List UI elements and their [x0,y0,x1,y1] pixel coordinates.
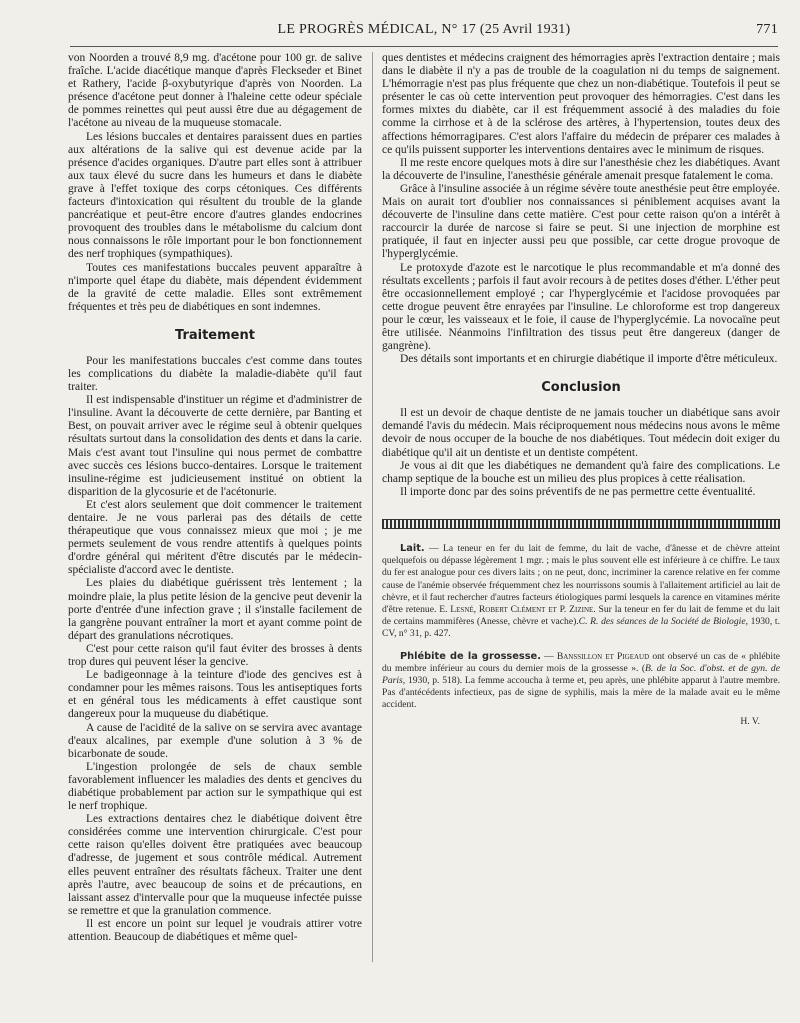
paragraph: ques dentistes et médecins craignent des hémorragies après l'extraction dentaire ; mais dans le diabète il n'y a pas de trouble de la coagulation ni du temps de saignement. L'hémorragie n'est pas plus fréquente que chez un non-diabétique. Toutefois il peut se présenter le cas où cette intervention peut provoquer des hémorragies. C'est dans les formes mixtes du diabète, car il est fréquemment associé à des maladies du foie comme la cirrhose et à de la sclérose des artères, à l'hypertension, toutes deux des affections hémorragipares. C'est alors l'affaire du médecin de préparer ces malades à ce qu'ils puissent supporter les interventions dentaires avec le minimum de risques. [382,52,780,156]
abstract-text: 1930, t. CV, n° 31, p. 427. [382,616,780,640]
column-divider [372,52,373,962]
running-head [70,22,778,44]
abstract-text: 1930, p. 518). La femme accoucha à terme et, peu après, une phlébite apparut à l'autre membre. Pas d'antécédents infectieux, pas de signe de syphilis, mais la mère de la malade avait eu le même accident. [382,674,780,711]
paragraph: L'ingestion prolongée de sels de chaux semble favorablement influencer les maladies des dents et gencives du diabétique probablement par action sur le sympathique qui est le nerf trophique. [68,760,362,813]
abstract-authors: Banssillon et Pigeaud [556,650,650,662]
abstract-phlebite [382,651,780,712]
spacer [382,641,780,651]
paragraph: Les plaies du diabétique guérissent très lentement ; la moindre plaie, la plus petite lésion de la gencive peut devenir la porte d'entrée d'une infection grave ; il s'installe facilement de la gangrène pouvant entraîner la mort et ayant comme point de départ des granulations nécrotiques. [68,577,362,642]
paragraph: C'est pour cette raison qu'il faut éviter des brosses à dents trop dures qui peuvent léser la gencive. [68,642,362,669]
header-rule [70,46,778,47]
ornamental-divider [382,519,780,529]
paragraph: Les extractions dentaires chez le diabétique doivent être considérées comme une intervention chirurgicale. C'est pour cette raison qu'elles doivent être pratiquées avec beaucoup d'adresse, de jugement et sous contrôle médical. Autrement elles peuvent entraîner des résultats fâcheux. Traiter une dent après l'autre, avec beaucoup de soins et de précautions, en laissant assez d'intervalle pour que la muqueuse infectée puisse se remettre et que la granulation commence. [68,813,362,917]
abstract-source: B. de la Soc. d'obst. et de gyn. de Paris, [382,662,780,686]
paragraph: Il importe donc par des soins préventifs de ne pas permettre cette éventualité. [400,485,756,498]
paragraph: Il est un devoir de chaque dentiste de ne jamais toucher un diabétique sans avoir demandé l'avis du médecin. Mais réciproquement nous médecins nous avons le même devoir de nous occuper de la bouche de nos diabétiques. Tout médecin doit exiger du diabétique qu'il ait un dentiste et un dentiste compétent. [382,407,780,459]
abstract-text: Sur la teneur en fer du lait de femme et du lait de certains mammifères (Anesse, chèvre et vache). [382,603,780,628]
abstract-lait [382,543,780,641]
paragraph: Des détails sont importants et en chirurgie diabétique il importe d'être méticuleux. [400,353,778,366]
abstracts-section [382,543,780,728]
paragraph: Toutes ces manifestations buccales peuvent apparaître à n'importe quel étape du diabète, mais dépendent évidemment de la gravité de cette maladie. Elles sont extrêmement fréquentes et très peu de diabétiques en sont indemnes. [68,261,362,313]
paragraph: Le badigeonnage à la teinture d'iode des gencives est à condamner pour les mêmes raisons. Tous les antiseptiques forts et en général tous les médicaments à effet caustique sont dangereux pour la muqueuse du diabétique. [68,669,362,721]
abstract-lead: Phlébite de la grossesse. [400,650,541,662]
abstract-authors: E. Lesné, Robert Clément et P. Zizine. [439,603,596,615]
paragraph: Le protoxyde d'azote est le narcotique le plus recommandable et m'a donné des résultats excellents ; parfois il faut avoir recours à de petites doses d'éther. L'éther peut être occasionnellement employé ; car l'hyperglycémie et l'acidose provoquées par cette drogue peuvent être enrayées par l'insuline. Le chloroforme est trop dangereux pour le cœur, les vaisseaux et le foie, il cause de l'hyperglycémie. La novocaïne peut être utilisée. Néanmoins l'infiltration des tissus peut être dangereux (danger de gangrène). [382,261,780,353]
paragraph: A cause de l'acidité de la salive on se servira avec avantage d'eaux alcalines, par exemple d'une solution à 3 % de bicarbonate de soude. [68,721,362,760]
page-number: 771 [756,22,778,37]
paragraph: Et c'est alors seulement que doit commencer le traitement dentaire. Je ne vous parlerai pas des détails de cette thérapeutique que vous connaissez mieux que moi ; je me permets seulement de vous rendre attentifs à quelques points d'ordre général qui méritent d'être discutés par le médecin-spécialiste d'accord avec le dentiste. [68,498,362,577]
journal-title: LE PROGRÈS MÉDICAL, N° 17 (25 Avril 1931) [277,22,571,37]
abstract-text: — La teneur en fer du lait de femme, du lait de vache, d'ânesse et de chèvre atteint quelquefois ou dépasse légèrement 1 mgr. ; mais le plus souvent elle est inférieure à ce chiffre. Le taux du fer est analogue pour ces divers laits ; on ne peut, donc, incriminer la carence relative en fer comme cause de l'anémie observée fréquemment chez les nourrissons soumis à l'allaitement artificiel au lait de chèvre, et il faut rechercher d'autres facteurs étiologiques parmi lesquels la carence en vitamines mérite d'être retenue. [382,542,780,615]
paragraph: Grâce à l'insuline associée à un régime sévère toute anesthésie peut être employée. Mais on aurait tort d'oublier nos connaissances si péniblement acquises avant la découverte de l'insuline dans cette matière. C'est pour cette raison qu'on a intérêt à raccourcir la durée de narcose si faire se peut. Si une injection de morphine est pratiquée, il faut en injecter aussi peu que possible, car cette drogue provoque de l'hyperglycémie. [382,182,780,261]
paragraph: Les lésions buccales et dentaires paraissent dues en parties aux altérations de la salive qui est devenue acide par la présence d'acides organiques. D'autre part elles sont à attribuer aux taux élevé du sucre dans les humeurs et dans le diabète grave à l'effet toxique des corps cétoniques. Ces différents facteurs d'intoxication qui résultent du trouble de la glande pancréatique et peut-être encore d'autres glandes endocrines provoquent des troubles dans le métabolisme du calcium dont nous connaissons le rôle important pour le bon fonctionnement des nerf trophiques (sympathiques). [68,130,362,261]
right-column [382,52,780,728]
paragraph: Il est encore un point sur lequel je voudrais attirer votre attention. Beaucoup de diabétiques et même quel- [68,917,362,943]
abstract-text: ont observé un cas de « phlébite du membre inférieur au cours du dernier mois de la grossesse ». ( [382,650,780,674]
abstract-source: C. R. des séances de la Société de Biologie, [578,616,748,628]
section-heading-traitement: Traitement [175,327,255,343]
left-column [68,52,362,944]
signature: H. V. [740,715,760,727]
paragraph: Pour les manifestations buccales c'est comme dans toutes les complications du diabète la maladie-diabète qu'il faut traiter. [68,354,362,394]
paragraph: Il me reste encore quelques mots à dire sur l'anesthésie chez les diabétiques. Avant la découverte de l'insuline, l'anesthésie générale amenait presque fatalement le coma. [382,156,780,182]
paragraph: Il est indispensable d'instituer un régime et d'administrer de l'insuline. Avant la découverte de cette dernière, par Banting et Best, on pouvait arriver avec le régime seul à obtenir quelques résultats surtout dans la consolidation des dents et dans la carie. Mais c'est avant tout l'insuline qui nous permet de combattre avec succès ces lésions bucco-dentaires. Lorsque le traitement insuline-régime est judicieusement institué on obtient la disparition de la glycosurie et de l'acétonurie. [68,394,362,498]
abstract-lead: Lait. [400,542,425,554]
section-heading-conclusion: Conclusion [541,380,621,396]
paragraph: von Noorden a trouvé 8,9 mg. d'acétone pour 100 gr. de salive fraîche. L'acide diacétique manque d'après Fleckseder et Binet et Rathery, l'acide β-oxybutyrique d'après von Noorden. La présence d'acétone peut donner à l'haleine cette odeur spéciale de pommes reinettes qui peut aussi être due au dégagement de l'acétone au niveau de la muqueuse stomacale. [68,52,362,130]
abstract-text: — [540,650,557,662]
paragraph: Je vous ai dit que les diabétiques ne demandent qu'à faire des complications. Le champ septique de la bouche est un milieu des plus propices à cette réalisation. [382,459,780,485]
